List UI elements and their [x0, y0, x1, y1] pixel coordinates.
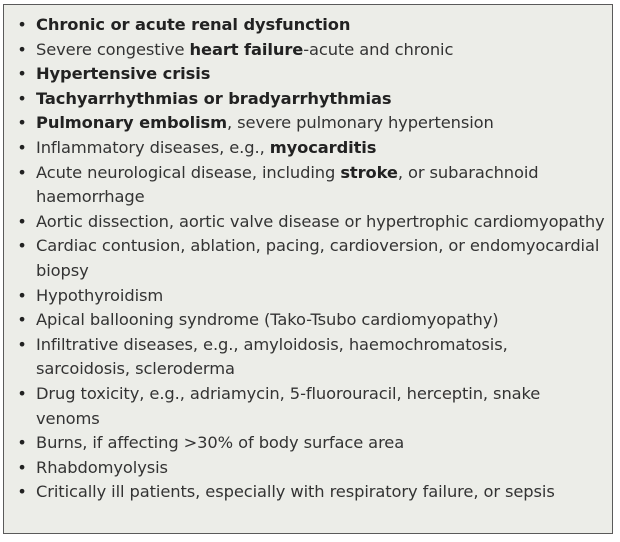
bullet-icon: • [17, 137, 27, 157]
list-item-text: Aortic dissection, aortic valve disease or hypertrophic cardiomyopathy [36, 211, 605, 231]
bullet-icon: • [17, 236, 27, 256]
list-item-text: Severe congestive [36, 39, 190, 59]
bullet-icon: • [17, 15, 27, 34]
list-item-text: Drug toxicity, e.g., adriamycin, 5-fluorouracil, herceptin, snake venoms [36, 383, 541, 428]
list-item [4, 382, 612, 431]
emphasized-text: heart failure [189, 39, 304, 59]
list-item [4, 308, 612, 333]
conditions-list [4, 5, 612, 505]
emphasized-text: Tachyarrhythmias or bradyarrhythmias [36, 88, 392, 108]
list-item-text: , or subarachnoid haemorrhage [36, 162, 539, 207]
list-item-text: Burns, if affecting >30% of body surface area [36, 433, 405, 453]
list-item [4, 111, 612, 136]
list-item [4, 62, 612, 87]
list-item [4, 333, 612, 382]
list-item-text: Apical ballooning syndrome (Tako-Tsubo cardiomyopathy) [36, 310, 499, 330]
bullet-icon: • [17, 310, 27, 330]
list-item [4, 87, 612, 112]
bullet-icon: • [17, 285, 27, 305]
list-item-text: Cardiac contusion, ablation, pacing, cardioversion, or endomyocardial biopsy [36, 236, 600, 280]
conditions-panel [3, 4, 613, 534]
list-item-text: Inflammatory diseases, e.g., [36, 137, 270, 157]
list-item-text: , severe pulmonary hypertension [227, 113, 494, 133]
list-item [4, 480, 612, 505]
emphasized-text: stroke [340, 162, 398, 182]
list-item-text: Rhabdomyolysis [36, 457, 168, 477]
list-item [4, 161, 612, 210]
list-item [4, 456, 612, 481]
list-item [4, 234, 612, 283]
bullet-icon: • [17, 334, 27, 354]
emphasized-text: Pulmonary embolism [36, 113, 228, 133]
list-item-text: Hypothyroidism [36, 285, 164, 305]
list-item [4, 431, 612, 456]
bullet-icon: • [17, 433, 27, 453]
list-item [4, 210, 612, 235]
list-item [4, 38, 612, 63]
bullet-icon: • [17, 211, 27, 231]
emphasized-text: Hypertensive crisis [36, 64, 211, 84]
list-item-text: Critically ill patients, especially with respiratory failure, or sepsis [36, 482, 555, 502]
bullet-icon: • [17, 482, 27, 502]
list-item [4, 13, 612, 38]
list-item [4, 284, 612, 309]
bullet-icon: • [17, 39, 27, 59]
emphasized-text: Chronic or acute renal dysfunction [36, 15, 351, 34]
bullet-icon: • [17, 162, 27, 182]
bullet-icon: • [17, 457, 27, 477]
bullet-icon: • [17, 64, 27, 84]
list-item-text: Acute neurological disease, including [36, 162, 341, 182]
bullet-icon: • [17, 113, 27, 133]
bullet-icon: • [17, 383, 27, 403]
list-item-text: Infiltrative diseases, e.g., amyloidosis, haemochromatosis, sarcoidosis, scleroderma [36, 334, 508, 379]
bullet-icon: • [17, 88, 27, 108]
list-item [4, 136, 612, 161]
emphasized-text: myocarditis [269, 137, 377, 157]
list-item-text: -acute and chronic [303, 39, 454, 59]
